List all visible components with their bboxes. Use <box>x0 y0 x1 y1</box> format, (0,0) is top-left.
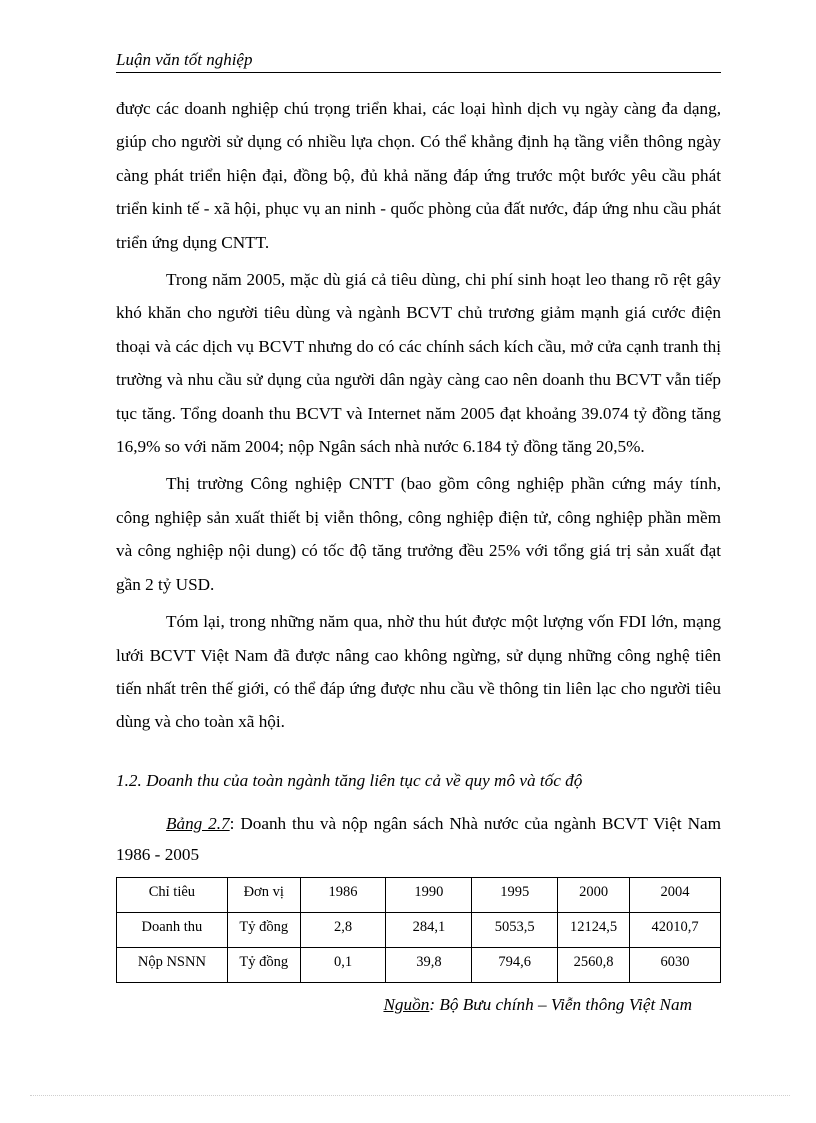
table-header-cell: Đơn vị <box>227 878 300 913</box>
source-label: Nguồn <box>383 995 430 1014</box>
paragraph: Trong năm 2005, mặc dù giá cả tiêu dùng, chi phí sinh hoạt leo thang rõ rệt gây khó khăn cho người tiêu dùng và ngành BCVT chủ trương giảm mạnh giá cước điện thoại và các dịch vụ BCVT nhưng do có các chính sách kích cầu, mở cửa cạnh tranh thị trường và nhu cầu sử dụng của người dân ngày càng cao nên doanh thu BCVT vẫn tiếp tục tăng. Tổng doanh thu BCVT và Internet năm 2005 đạt khoảng 39.074 tỷ đồng tăng 16,9% so với năm 2004; nộp Ngân sách nhà nước 6.184 tỷ đồng tăng 20,5%. <box>116 270 721 457</box>
table-row <box>117 913 721 948</box>
paragraph: Thị trường Công nghiệp CNTT (bao gồm công nghiệp phần cứng máy tính, công nghiệp sản xuất thiết bị viễn thông, công nghiệp điện tử, công nghiệp phần mềm và công nghiệp nội dung) có tốc độ tăng trưởng đều 25% với tổng giá trị sản xuất đạt gần 2 tỷ USD. <box>116 474 721 594</box>
body-text <box>116 92 721 739</box>
table-cell: Tỷ đồng <box>227 948 300 983</box>
page-bottom-divider <box>30 1095 790 1096</box>
table-cell: Doanh thu <box>117 913 228 948</box>
table-cell: 2560,8 <box>558 948 630 983</box>
revenue-table <box>116 877 721 983</box>
table-header-cell: 1986 <box>300 878 386 913</box>
table-cell: 794,6 <box>472 948 558 983</box>
page-header <box>116 50 721 73</box>
table-caption-text: : Doanh thu và nộp ngân sách Nhà nước của ngành BCVT Việt Nam 1986 - 2005 <box>116 814 721 864</box>
table-cell: 0,1 <box>300 948 386 983</box>
table-header-cell: Chỉ tiêu <box>117 878 228 913</box>
source-text: : Bộ Bưu chính – Viễn thông Việt Nam <box>429 995 692 1014</box>
table-cell: 6030 <box>630 948 721 983</box>
table-cell: 42010,7 <box>630 913 721 948</box>
header-title: Luận văn tốt nghiệp <box>116 50 253 69</box>
table-cell: 284,1 <box>386 913 472 948</box>
table-header-row <box>117 878 721 913</box>
paragraph: Tóm lại, trong những năm qua, nhờ thu hút được một lượng vốn FDI lớn, mạng lưới BCVT Việt Nam đã được nâng cao không ngừng, sử dụng những công nghệ tiên tiến nhất trên thế giới, có thể đáp ứng được nhu cầu về thông tin liên lạc cho người tiêu dùng và cho toàn xã hội. <box>116 612 721 732</box>
table-cell: 39,8 <box>386 948 472 983</box>
table-cell: Tỷ đồng <box>227 913 300 948</box>
table-cell: 2,8 <box>300 913 386 948</box>
table-header-cell: 2000 <box>558 878 630 913</box>
table-header-cell: 2004 <box>630 878 721 913</box>
table-cell: 5053,5 <box>472 913 558 948</box>
table-cell: Nộp NSNN <box>117 948 228 983</box>
paragraph: được các doanh nghiệp chú trọng triển khai, các loại hình dịch vụ ngày càng đa dạng, giúp cho người sử dụng có nhiều lựa chọn. Có thể khẳng định hạ tầng viễn thông ngày càng phát triển hiện đại, đồng bộ, đủ khả năng đáp ứng trước một bước yêu cầu phát triển kinh tế - xã hội, phục vụ an ninh - quốc phòng của đất nước, đáp ứng nhu cầu phát triển ứng dụng CNTT. <box>116 99 721 252</box>
table-source <box>300 994 692 1016</box>
table-caption <box>116 808 721 870</box>
table-header-cell: 1995 <box>472 878 558 913</box>
section-heading: 1.2. Doanh thu của toàn ngành tăng liên tục cả về quy mô và tốc độ <box>116 771 583 790</box>
table-cell: 12124,5 <box>558 913 630 948</box>
table-row <box>117 948 721 983</box>
table-caption-label: Bảng 2.7 <box>166 814 230 833</box>
table-header-cell: 1990 <box>386 878 472 913</box>
